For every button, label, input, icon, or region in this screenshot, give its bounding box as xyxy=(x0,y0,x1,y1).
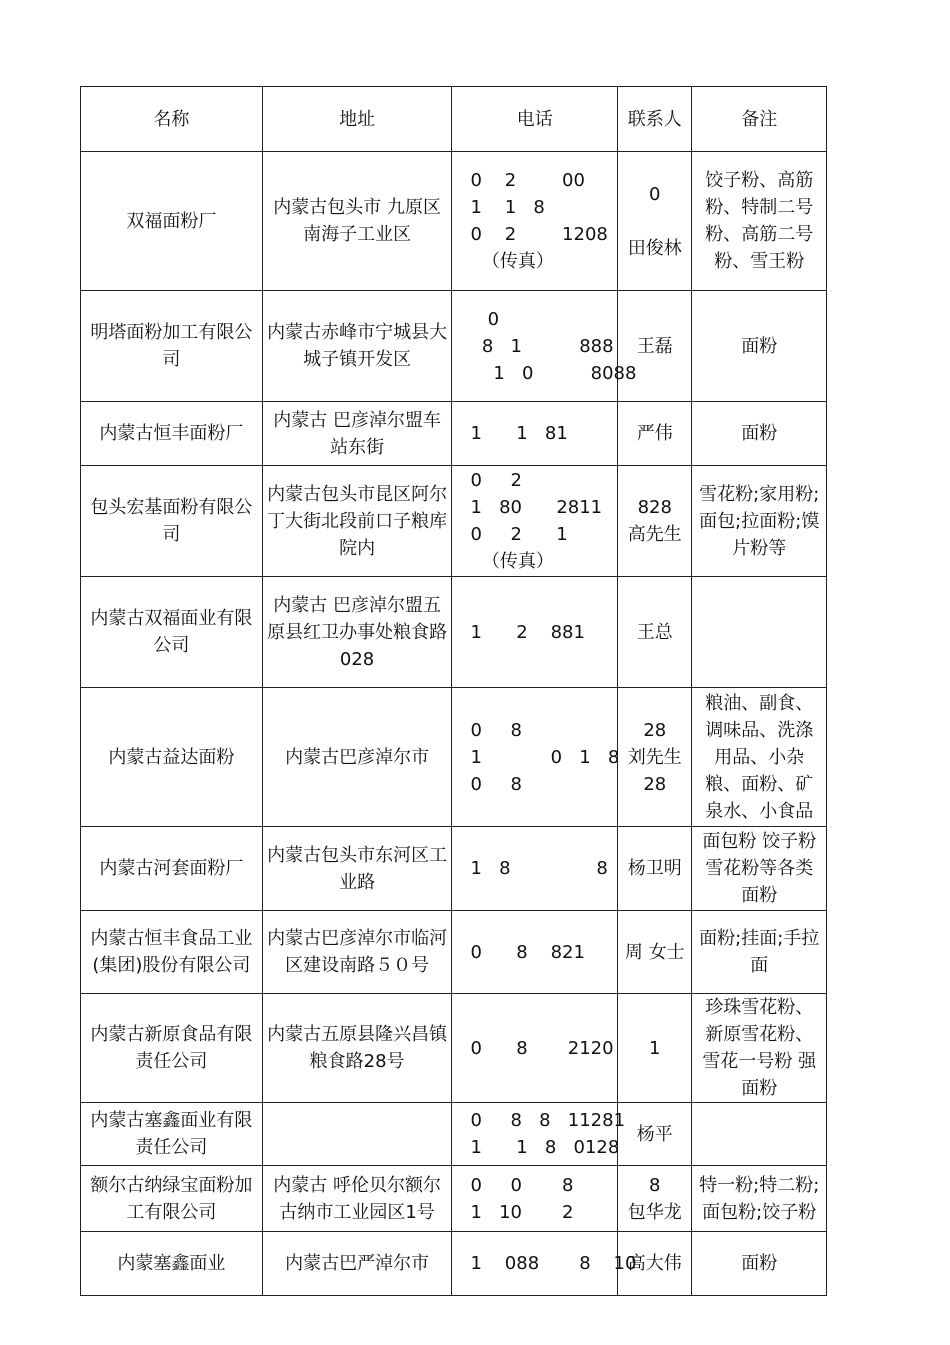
contact-cell-text: 王磊 xyxy=(636,335,673,357)
address-cell xyxy=(262,291,452,402)
note-cell-text: 面粉 xyxy=(741,423,778,444)
phone-cell xyxy=(452,1166,618,1232)
note-cell-text: 雪花粉;家用粉;面包;拉面粉;馍片粉等 xyxy=(699,483,820,559)
contact-cell-text: 杨平 xyxy=(636,1123,673,1145)
table-row xyxy=(81,466,827,577)
company-name-cell-text: 内蒙塞鑫面业 xyxy=(117,1253,226,1274)
phone-line: 0 xyxy=(470,308,500,330)
note-cell xyxy=(692,577,827,688)
contact-cell-text: 高大伟 xyxy=(627,1253,682,1274)
phone-line: 0 8 xyxy=(470,773,522,795)
phone-cell xyxy=(452,577,618,688)
note-cell-text: 饺子粉、高筋粉、特制二号粉、高筋二号粉、雪王粉 xyxy=(705,170,814,272)
phone-line: 0 0 8 xyxy=(470,1174,574,1196)
contact-cell xyxy=(618,827,692,911)
address-cell xyxy=(262,1166,452,1232)
company-name-cell xyxy=(81,1232,263,1296)
phone-cell xyxy=(452,291,637,402)
address-cell xyxy=(262,911,452,994)
table-row xyxy=(81,291,827,402)
address-cell-text: 内蒙古包头市 九原区南海子工业区 xyxy=(273,197,441,245)
company-name-cell xyxy=(81,1166,263,1232)
phone-cell xyxy=(452,994,618,1103)
note-cell xyxy=(692,827,827,911)
contact-cell-text: 杨卫明 xyxy=(627,858,682,879)
address-cell xyxy=(262,1232,452,1296)
phone-line: 1 1 81 xyxy=(470,423,568,444)
contact-cell-text: 高先生 xyxy=(627,524,682,545)
address-cell-text: 内蒙古巴彦淖尔市 xyxy=(285,746,430,768)
contact-cell-text: 828 xyxy=(637,497,672,518)
note-cell-text: 粮油、副食、调味品、洗涤用品、小杂粮、面粉、矿泉水、小食品 xyxy=(705,692,814,822)
contact-cell-text: 严伟 xyxy=(636,423,673,444)
address-cell-text: 内蒙古赤峰市宁城县大城子镇开发区 xyxy=(267,322,448,370)
note-cell xyxy=(692,688,827,827)
contact-cell-text: 0 xyxy=(649,183,661,205)
phone-line: 0 2 1 xyxy=(470,524,568,545)
phone-line: （传真） xyxy=(470,251,554,272)
phone-line: 1 80 2811 xyxy=(470,497,603,518)
address-cell-text: 内蒙古 巴彦淖尔盟五原县红卫办事处粮食路028 xyxy=(267,594,448,670)
phone-line: 1 088 8 10 xyxy=(470,1253,637,1274)
phone-cell xyxy=(452,402,618,466)
contact-cell xyxy=(618,152,692,291)
company-name-cell-text: 内蒙古河套面粉厂 xyxy=(99,858,244,879)
note-cell-text: 珍珠雪花粉、新原雪花粉、雪花一号粉 强面粉 xyxy=(702,997,817,1099)
contact-cell-text: 田俊林 xyxy=(627,237,682,259)
phone-line: 0 8 xyxy=(470,719,522,741)
table-row xyxy=(81,577,827,688)
address-cell-text: 内蒙古巴严淖尔市 xyxy=(285,1253,430,1274)
table-row xyxy=(81,152,827,291)
note-cell xyxy=(692,466,827,577)
company-name-cell xyxy=(81,152,263,291)
phone-cell xyxy=(452,152,618,291)
contact-cell xyxy=(618,1166,692,1232)
directory-table xyxy=(80,86,827,1296)
company-name-cell xyxy=(81,577,263,688)
company-name-cell-text: 额尔古纳绿宝面粉加工有限公司 xyxy=(90,1174,253,1223)
phone-line: 0 8 821 xyxy=(470,941,585,963)
company-name-cell xyxy=(81,827,263,911)
phone-cell xyxy=(452,1103,626,1166)
note-cell xyxy=(692,402,827,466)
note-cell-text: 面粉;挂面;手拉面 xyxy=(699,928,820,976)
company-name-cell xyxy=(81,466,263,577)
table-row xyxy=(81,1232,827,1296)
note-cell xyxy=(692,1166,827,1232)
company-name-cell-text: 双福面粉厂 xyxy=(126,210,217,232)
address-cell-text: 内蒙古 呼伦贝尔额尔古纳市工业园区1号 xyxy=(273,1174,441,1223)
company-name-cell xyxy=(81,1103,263,1166)
contact-cell-text: 28 xyxy=(643,719,667,741)
contact-cell-text: 周 女士 xyxy=(624,941,685,963)
phone-cell xyxy=(452,911,618,994)
company-name-cell-text: 内蒙古恒丰面粉厂 xyxy=(99,423,244,444)
note-cell xyxy=(692,911,827,994)
note-cell xyxy=(692,994,827,1103)
company-name-cell-text: 内蒙古益达面粉 xyxy=(108,746,235,768)
contact-cell xyxy=(618,402,692,466)
company-name-cell xyxy=(81,911,263,994)
company-name-cell xyxy=(81,402,263,466)
address-cell xyxy=(262,827,452,911)
address-cell-text: 内蒙古五原县隆兴昌镇粮食路28号 xyxy=(267,1024,448,1072)
header-row xyxy=(81,87,827,152)
company-name-cell-text: 包头宏基面粉有限公司 xyxy=(90,497,253,545)
note-cell-text: 面粉 xyxy=(741,1253,778,1274)
address-cell-text: 内蒙古巴彦淖尔市临河区建设南路５０号 xyxy=(267,928,448,976)
note-cell-text: 面粉 xyxy=(741,335,778,357)
company-name-cell-text: 内蒙古双福面业有限公司 xyxy=(90,608,253,656)
address-cell xyxy=(262,466,452,577)
address-cell xyxy=(262,577,452,688)
address-cell-text: 内蒙古包头市东河区工业路 xyxy=(267,844,448,893)
contact-cell xyxy=(618,1103,692,1166)
company-name-cell-text: 内蒙古恒丰食品工业(集团)股份有限公司 xyxy=(90,928,253,976)
company-name-cell-text: 明塔面粉加工有限公司 xyxy=(90,322,253,370)
phone-line: 1 10 2 xyxy=(470,1201,574,1223)
note-cell-text: 特一粉;特二粉;面包粉;饺子粉 xyxy=(699,1174,820,1223)
contact-cell-text: 包华龙 xyxy=(627,1201,682,1223)
contact-cell-text: 1 xyxy=(649,1037,661,1059)
header-note: 备注 xyxy=(692,87,827,152)
note-cell xyxy=(692,152,827,291)
address-cell xyxy=(262,688,452,827)
table-row xyxy=(81,402,827,466)
contact-cell xyxy=(618,466,692,577)
contact-cell-text: 刘先生 xyxy=(627,746,682,768)
contact-cell xyxy=(618,577,692,688)
phone-line: 1 0 8088 xyxy=(470,362,637,384)
table-row xyxy=(81,994,827,1103)
phone-cell xyxy=(452,1232,637,1296)
company-name-cell xyxy=(81,291,263,402)
header-contact: 联系人 xyxy=(618,87,692,152)
address-cell xyxy=(262,152,452,291)
address-cell xyxy=(262,402,452,466)
phone-cell xyxy=(452,466,618,577)
phone-line: 0 2 xyxy=(470,470,522,491)
contact-cell xyxy=(618,911,692,994)
note-cell xyxy=(692,1232,827,1296)
phone-cell xyxy=(452,827,618,911)
phone-line: （传真） xyxy=(470,551,554,572)
company-name-cell xyxy=(81,994,263,1103)
phone-line: 0 8 8 11281 xyxy=(470,1110,626,1131)
phone-line: 1 1 8 xyxy=(470,197,545,218)
phone-line: 0 2 00 xyxy=(470,170,585,191)
contact-cell-text xyxy=(622,208,687,235)
contact-cell xyxy=(618,291,692,402)
header-name: 名称 xyxy=(81,87,263,152)
address-cell xyxy=(262,994,452,1103)
address-cell xyxy=(262,1103,452,1166)
phone-cell xyxy=(452,688,618,827)
note-cell-text: 面包粉 饺子粉 雪花粉等各类面粉 xyxy=(702,831,817,906)
contact-cell xyxy=(618,1232,692,1296)
contact-cell-text: 28 xyxy=(643,773,667,795)
phone-line: 1 1 8 0128 xyxy=(470,1137,620,1158)
table-row xyxy=(81,911,827,994)
table-row xyxy=(81,1103,827,1166)
note-cell xyxy=(692,291,827,402)
company-name-cell-text: 内蒙古塞鑫面业有限责任公司 xyxy=(90,1110,253,1158)
phone-line: 1 2 881 xyxy=(470,621,585,643)
contact-cell-text: 8 xyxy=(649,1174,661,1196)
company-name-cell xyxy=(81,688,263,827)
phone-line: 0 8 2120 xyxy=(470,1037,614,1059)
contact-cell-text: 王总 xyxy=(636,621,673,643)
table-row xyxy=(81,1166,827,1232)
contact-cell xyxy=(618,994,692,1103)
table-row xyxy=(81,827,827,911)
table-row xyxy=(81,688,827,827)
address-cell-text: 内蒙古包头市昆区阿尔丁大街北段前口子粮库院内 xyxy=(267,483,448,559)
note-cell xyxy=(692,1103,827,1166)
phone-line: 1 0 1 8 xyxy=(470,746,620,768)
company-name-cell-text: 内蒙古新原食品有限责任公司 xyxy=(90,1024,253,1072)
phone-line: 0 2 1208 xyxy=(470,224,608,245)
address-cell-text: 内蒙古 巴彦淖尔盟车站东街 xyxy=(273,409,441,458)
phone-line: 1 8 8 xyxy=(470,858,608,879)
contact-cell xyxy=(618,688,692,827)
header-address: 地址 xyxy=(262,87,452,152)
phone-line: 8 1 888 xyxy=(470,335,614,357)
table-body xyxy=(81,152,827,1296)
header-phone: 电话 xyxy=(452,87,618,152)
